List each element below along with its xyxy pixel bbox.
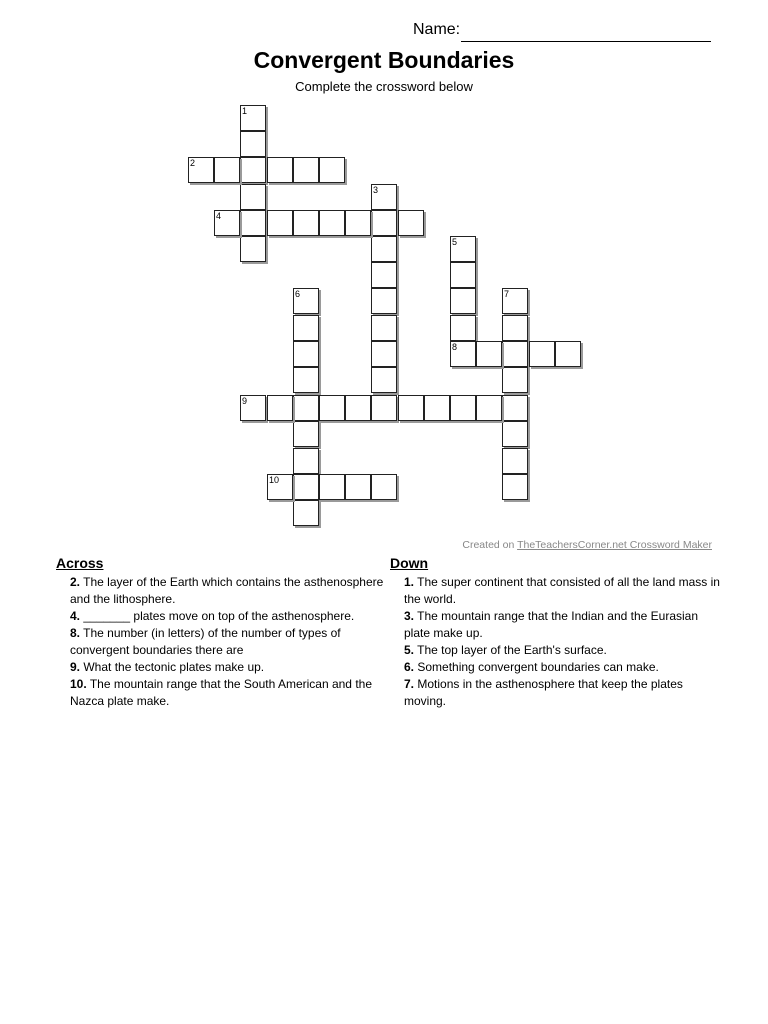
clue-text: Motions in the asthenosphere that keep the plates moving.: [404, 677, 683, 708]
clue-number: 4.: [70, 609, 81, 623]
grid-cell[interactable]: [319, 395, 345, 421]
credit-link[interactable]: TheTeachersCorner.net Crossword Maker: [517, 539, 712, 551]
grid-cell[interactable]: [476, 395, 502, 421]
clue-number: 10.: [70, 677, 87, 691]
down-clue-6: [390, 659, 720, 676]
grid-cell[interactable]: [502, 341, 528, 367]
grid-cell[interactable]: [267, 210, 293, 236]
cell-number: 7: [504, 289, 510, 299]
clue-number: 3.: [404, 609, 415, 623]
grid-cell[interactable]: [371, 236, 397, 262]
grid-cell[interactable]: [267, 395, 293, 421]
grid-cell[interactable]: [240, 131, 266, 157]
grid-cell[interactable]: [502, 367, 528, 393]
grid-cell[interactable]: [293, 288, 319, 314]
grid-cell[interactable]: [293, 341, 319, 367]
clue-text: What the tectonic plates make up.: [83, 660, 265, 674]
grid-cell[interactable]: [450, 262, 476, 288]
grid-cell[interactable]: [293, 448, 319, 474]
clue-number: 9.: [70, 660, 81, 674]
grid-cell[interactable]: [240, 105, 266, 131]
down-heading: Down: [390, 555, 429, 571]
down-clue-7: [390, 676, 720, 710]
grid-cell[interactable]: [293, 395, 319, 421]
cell-number: 5: [452, 237, 458, 247]
grid-cell[interactable]: [293, 474, 319, 500]
clue-text: The layer of the Earth which contains the asthenosphere and the lithosphere.: [70, 575, 384, 606]
grid-cell[interactable]: [371, 288, 397, 314]
across-clue-8: [56, 625, 386, 659]
grid-cell[interactable]: [398, 210, 424, 236]
clue-text: The number (in letters) of the number of types of convergent boundaries there are: [70, 626, 341, 657]
grid-cell[interactable]: [529, 341, 555, 367]
name-field[interactable]: [413, 21, 460, 39]
grid-cell[interactable]: [371, 474, 397, 500]
grid-cell[interactable]: [555, 341, 581, 367]
grid-cell[interactable]: [293, 500, 319, 526]
grid-cell[interactable]: [240, 210, 266, 236]
grid-cell[interactable]: [476, 341, 502, 367]
page-subtitle: Complete the crossword below: [295, 79, 473, 94]
across-clue-10: [56, 676, 386, 710]
clue-number: 8.: [70, 626, 81, 640]
page-title: Convergent Boundaries: [253, 47, 515, 73]
grid-cell[interactable]: [450, 315, 476, 341]
grid-cell[interactable]: [345, 210, 371, 236]
clue-text: The super continent that consisted of all the land mass in the world.: [404, 575, 720, 606]
down-clue-3: [390, 608, 720, 642]
grid-cell[interactable]: [502, 474, 528, 500]
grid-cell[interactable]: [240, 395, 266, 421]
grid-cell[interactable]: [240, 157, 266, 183]
grid-cell[interactable]: [424, 395, 450, 421]
clue-text: The mountain range that the Indian and the Eurasian plate make up.: [404, 609, 699, 640]
clue-text: The mountain range that the South American and the Nazca plate make.: [70, 677, 372, 708]
grid-cell[interactable]: [240, 184, 266, 210]
down-clues: [390, 555, 720, 710]
across-clue-9: [56, 659, 386, 676]
across-heading: Across: [56, 555, 104, 571]
grid-cell[interactable]: [502, 288, 528, 314]
grid-cell[interactable]: [371, 315, 397, 341]
down-clue-5: [390, 642, 720, 659]
grid-cell[interactable]: [293, 421, 319, 447]
clue-number: 2.: [70, 575, 81, 589]
grid-cell[interactable]: [319, 157, 345, 183]
grid-cell[interactable]: [293, 367, 319, 393]
name-label: Name:: [413, 21, 461, 38]
grid-cell[interactable]: [214, 157, 240, 183]
across-clues: [56, 555, 386, 710]
grid-cell[interactable]: [371, 262, 397, 288]
clue-number: 7.: [404, 677, 415, 691]
across-clue-4: [56, 608, 386, 625]
grid-cell[interactable]: [502, 315, 528, 341]
grid-cell[interactable]: [450, 288, 476, 314]
cell-number: 2: [190, 158, 196, 168]
cell-number: 10: [269, 475, 280, 485]
grid-cell[interactable]: [371, 341, 397, 367]
grid-cell[interactable]: [502, 395, 528, 421]
cell-number: 8: [452, 342, 458, 352]
grid-cell[interactable]: [267, 157, 293, 183]
grid-cell[interactable]: [502, 448, 528, 474]
cell-number: 1: [242, 106, 248, 116]
clue-text: Something convergent boundaries can make.: [417, 660, 659, 674]
grid-cell[interactable]: [214, 210, 240, 236]
grid-cell[interactable]: [450, 395, 476, 421]
grid-cell[interactable]: [398, 395, 424, 421]
grid-cell[interactable]: [371, 367, 397, 393]
grid-cell[interactable]: [450, 341, 476, 367]
grid-cell[interactable]: [345, 395, 371, 421]
clue-text: The top layer of the Earth's surface.: [417, 643, 607, 657]
name-underline[interactable]: [461, 41, 711, 42]
grid-cell[interactable]: [345, 474, 371, 500]
grid-cell[interactable]: [371, 184, 397, 210]
cell-number: 4: [216, 211, 222, 221]
clue-number: 5.: [404, 643, 415, 657]
down-clue-1: [390, 574, 720, 608]
grid-cell[interactable]: [188, 157, 214, 183]
grid-cell[interactable]: [319, 210, 345, 236]
credit-line: [462, 539, 712, 551]
across-clue-2: [56, 574, 386, 608]
cell-number: 9: [242, 396, 248, 406]
clue-number: 6.: [404, 660, 415, 674]
cell-number: 6: [295, 289, 301, 299]
grid-cell[interactable]: [293, 157, 319, 183]
grid-cell[interactable]: [293, 210, 319, 236]
grid-cell[interactable]: [240, 236, 266, 262]
grid-cell[interactable]: [371, 210, 397, 236]
grid-cell[interactable]: [267, 474, 293, 500]
cell-number: 3: [373, 185, 379, 195]
grid-cell[interactable]: [319, 474, 345, 500]
credit-prefix: Created on: [462, 539, 518, 551]
grid-cell[interactable]: [502, 421, 528, 447]
grid-cell[interactable]: [371, 395, 397, 421]
grid-cell[interactable]: [450, 236, 476, 262]
grid-cell[interactable]: [293, 315, 319, 341]
clue-number: 1.: [404, 575, 415, 589]
clue-text: _______ plates move on top of the asthenosphere.: [83, 609, 355, 623]
